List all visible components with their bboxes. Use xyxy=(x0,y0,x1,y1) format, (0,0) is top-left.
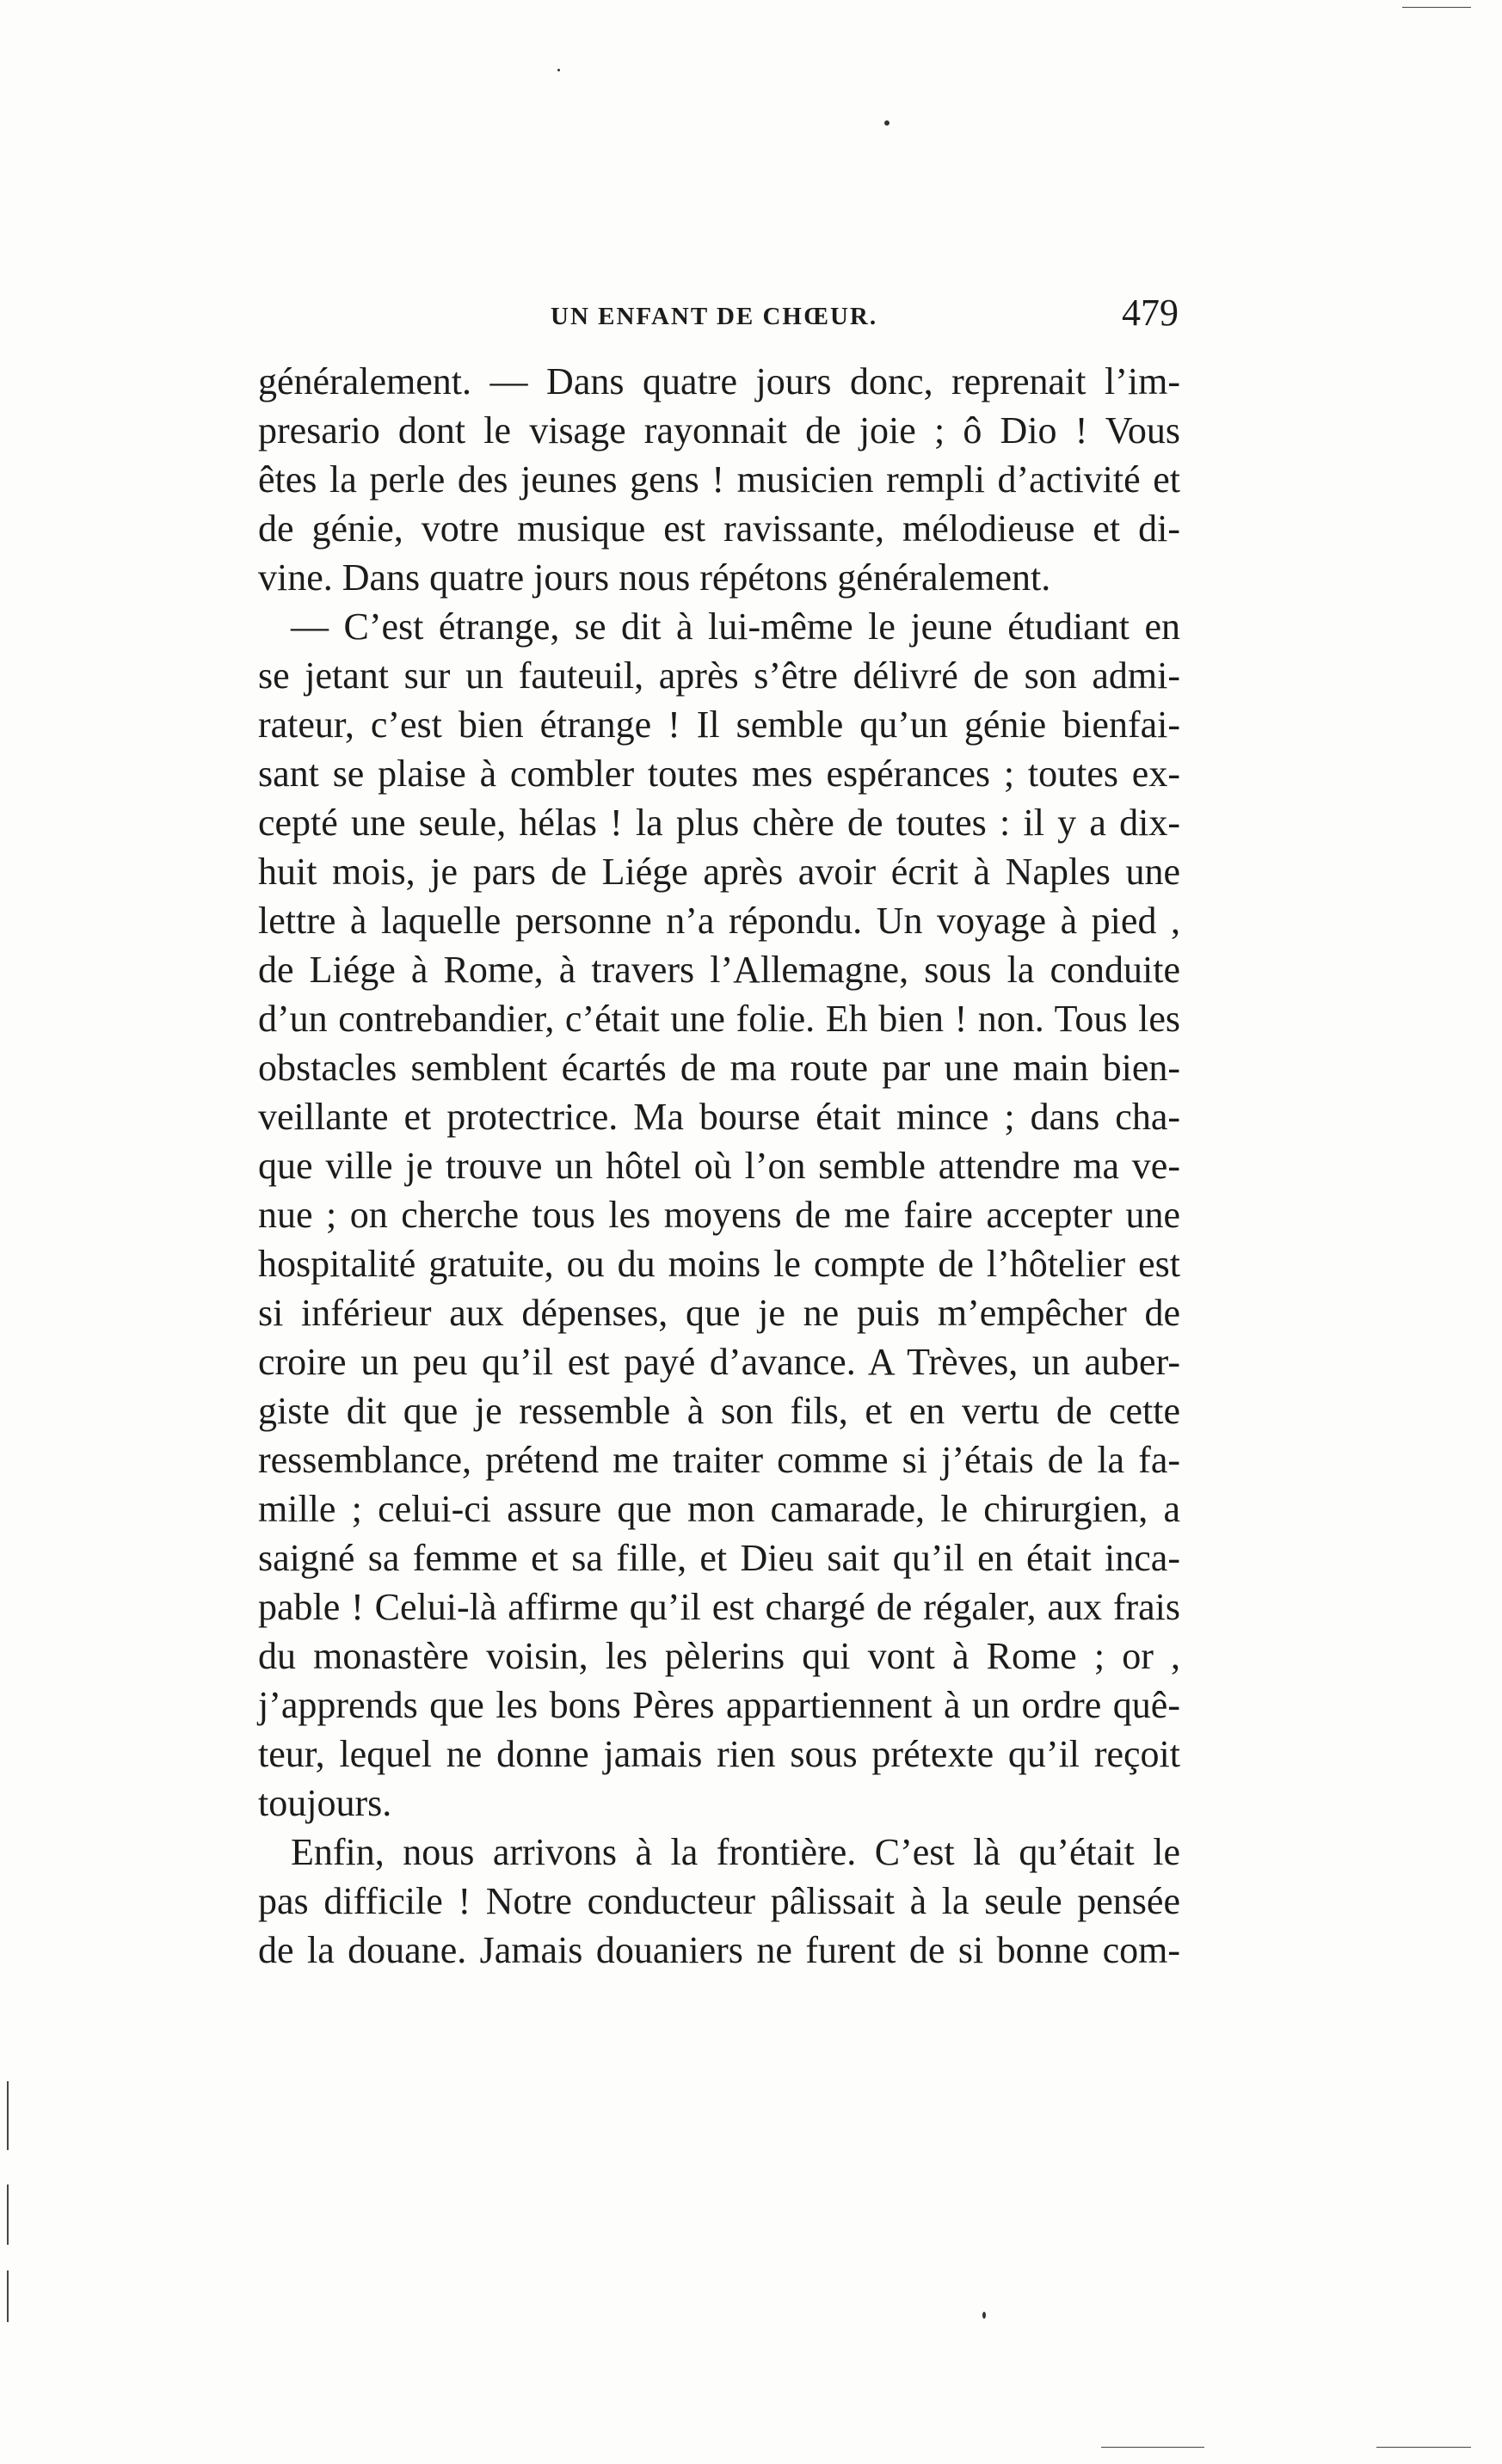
text-line: que ville je trouve un hôtel où l’on semble attendre ma ve- xyxy=(258,1145,1180,1187)
text-line: presario dont le visage rayonnait de joie ; ô Dio ! Vous xyxy=(258,409,1180,452)
text-line: huit mois, je pars de Liége après avoir écrit à Naples une xyxy=(258,851,1180,893)
scan-speck xyxy=(982,2312,986,2319)
text-line: j’apprends que les bons Pères appartiennent à un ordre quê- xyxy=(258,1684,1180,1726)
scan-edge-mark xyxy=(7,2270,9,2322)
page-number: 479 xyxy=(1122,292,1179,334)
text-line: veillante et protectrice. Ma bourse était mince ; dans cha- xyxy=(258,1096,1180,1138)
text-line: généralement. — Dans quatre jours donc, reprenait l’im- xyxy=(258,360,1180,402)
text-line: rateur, c’est bien étrange ! Il semble qu’un génie bienfai- xyxy=(258,704,1180,746)
text-line: d’un contrebandier, c’était une folie. Eh bien ! non. Tous les xyxy=(258,998,1180,1040)
text-line: pable ! Celui-là affirme qu’il est chargé de régaler, aux frais xyxy=(258,1586,1180,1628)
scan-speck xyxy=(884,120,890,126)
text-line: teur, lequel ne donne jamais rien sous prétexte qu’il reçoit xyxy=(258,1733,1180,1775)
text-line: pas difficile ! Notre conducteur pâlissait à la seule pensée xyxy=(258,1880,1180,1922)
text-line: de Liége à Rome, à travers l’Allemagne, sous la conduite xyxy=(258,949,1180,991)
text-line: saigné sa femme et sa fille, et Dieu sait qu’il en était inca- xyxy=(258,1537,1180,1579)
text-line: giste dit que je ressemble à son fils, et en vertu de cette xyxy=(258,1390,1180,1432)
text-line: hospitalité gratuite, ou du moins le compte de l’hôtelier est xyxy=(258,1243,1180,1285)
running-title: UN ENFANT DE CHŒUR. xyxy=(551,303,878,330)
text-line: croire un peu qu’il est payé d’avance. A Trèves, un auber- xyxy=(258,1341,1180,1383)
body-text xyxy=(258,357,1180,1975)
text-line: sant se plaise à combler toutes mes espérances ; toutes ex- xyxy=(258,753,1180,795)
text-line: obstacles semblent écartés de ma route par une main bien- xyxy=(258,1047,1180,1089)
text-line: ressemblance, prétend me traiter comme si j’étais de la fa- xyxy=(258,1439,1180,1481)
text-line: toujours. xyxy=(258,1782,392,1824)
scan-edge-mark xyxy=(1376,2447,1471,2448)
scan-edge-mark xyxy=(1101,2447,1204,2448)
text-line: cepté une seule, hélas ! la plus chère de toutes : il y a dix- xyxy=(258,802,1180,844)
text-line: êtes la perle des jeunes gens ! musicien rempli d’activité et xyxy=(258,458,1180,501)
text-line: vine. Dans quatre jours nous répétons généralement. xyxy=(258,556,1051,599)
running-head xyxy=(258,291,1179,342)
text-line: Enfin, nous arrivons à la frontière. C’est là qu’était le xyxy=(291,1831,1180,1873)
text-line: nue ; on cherche tous les moyens de me faire accepter une xyxy=(258,1194,1180,1236)
text-line: se jetant sur un fauteuil, après s’être délivré de son admi- xyxy=(258,654,1180,697)
scan-edge-mark xyxy=(7,2184,9,2245)
text-line: de génie, votre musique est ravissante, mélodieuse et di- xyxy=(258,507,1180,550)
scan-edge-mark xyxy=(1402,7,1471,8)
text-line: mille ; celui-ci assure que mon camarade, le chirurgien, a xyxy=(258,1488,1180,1530)
scan-edge-mark xyxy=(7,2081,9,2150)
text-line: si inférieur aux dépenses, que je ne puis m’empêcher de xyxy=(258,1292,1180,1334)
text-line: de la douane. Jamais douaniers ne furent de si bonne com- xyxy=(258,1929,1180,1971)
text-line: lettre à laquelle personne n’a répondu. Un voyage à pied , xyxy=(258,900,1180,942)
text-line: — C’est étrange, se dit à lui-même le jeune étudiant en xyxy=(291,605,1180,648)
text-line: du monastère voisin, les pèlerins qui vont à Rome ; or , xyxy=(258,1635,1180,1677)
scan-speck xyxy=(557,69,560,71)
